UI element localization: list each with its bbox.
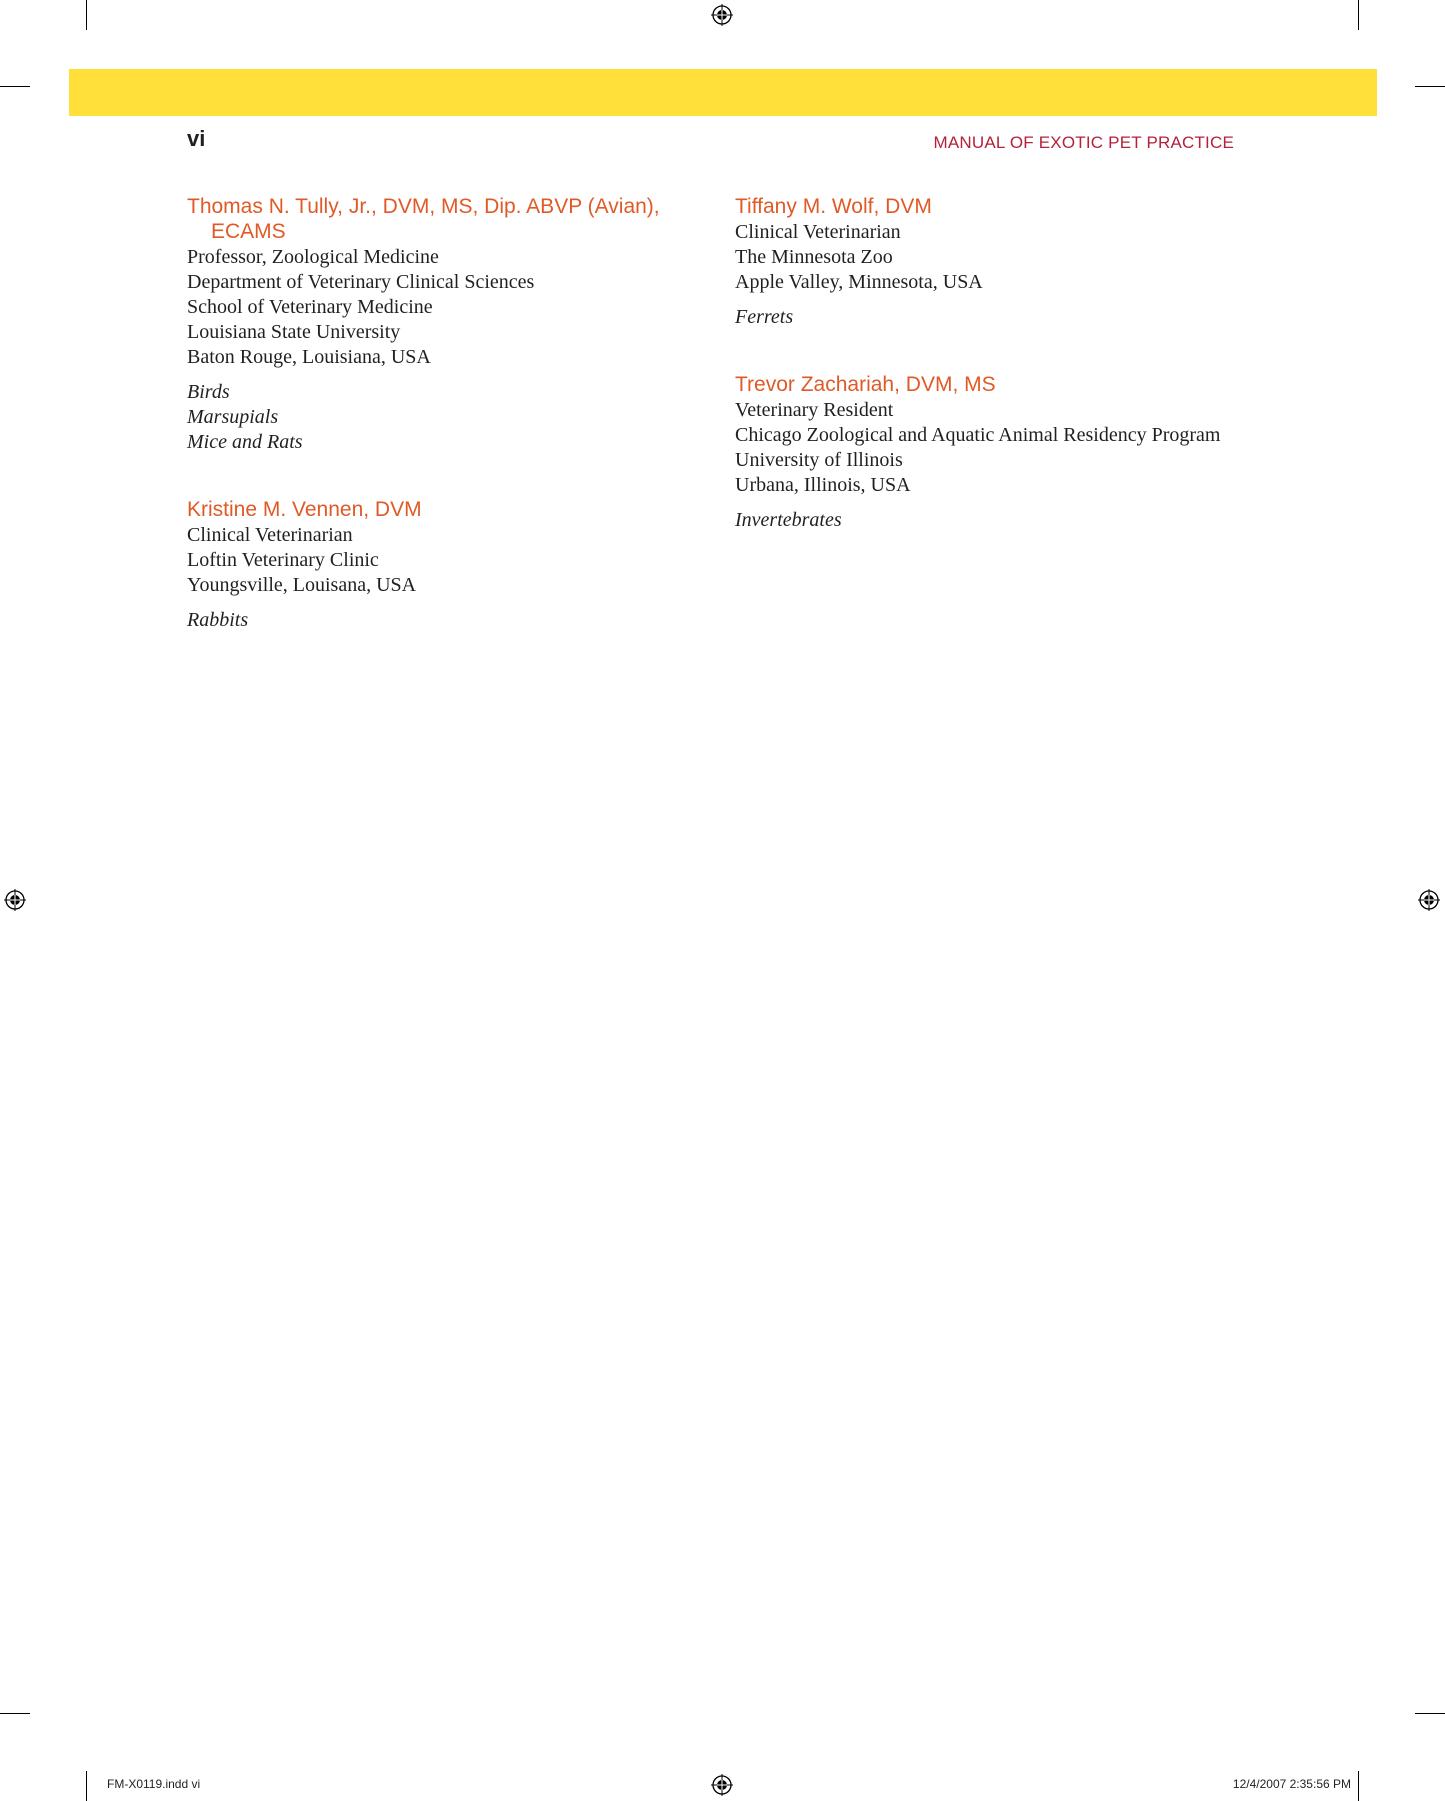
chapter-topics: [187, 608, 707, 633]
chapter-topic: Ferrets: [735, 306, 794, 328]
contributor-name: Trevor Zachariah, DVM, MS: [735, 373, 996, 396]
affiliation-line: Department of Veterinary Clinical Sciences: [187, 271, 535, 293]
affiliation-line: Loftin Veterinary Clinic: [187, 549, 379, 571]
affiliation-line: Urbana, Illinois, USA: [735, 474, 911, 496]
contributors-column-left: [187, 194, 707, 661]
contributor-name: Tiffany M. Wolf, DVM: [735, 195, 932, 218]
chapter-topic: Rabbits: [187, 609, 249, 631]
affiliation-line: Apple Valley, Minnesota, USA: [735, 271, 983, 293]
contributor-entry: [187, 497, 707, 633]
chapter-topics: [735, 508, 1295, 533]
crop-mark: [86, 1771, 87, 1801]
chapter-topic: Mice and Rats: [187, 431, 303, 453]
crop-mark: [0, 1713, 30, 1714]
chapter-topics: [187, 380, 707, 455]
affiliation-line: Chicago Zoological and Aquatic Animal Residency Program: [735, 424, 1221, 446]
crop-mark: [1358, 0, 1359, 30]
affiliation-line: School of Veterinary Medicine: [187, 296, 433, 318]
affiliation-line: Professor, Zoological Medicine: [187, 246, 439, 268]
contributors-column-right: [735, 194, 1295, 561]
affiliation-line: Louisiana State University: [187, 321, 401, 343]
chapter-topic: Invertebrates: [735, 509, 842, 531]
running-head: MANUAL OF EXOTIC PET PRACTICE: [933, 133, 1234, 152]
contributor-name: Kristine M. Vennen, DVM: [187, 498, 422, 521]
crop-mark: [0, 86, 30, 87]
crop-mark: [1415, 86, 1445, 87]
affiliation-line: Clinical Veterinarian: [187, 524, 353, 546]
affiliation-line: Clinical Veterinarian: [735, 221, 901, 243]
registration-mark-icon: [711, 1774, 733, 1796]
crop-mark: [86, 0, 87, 30]
chapter-topics: [735, 305, 1295, 330]
page-number: vi: [187, 126, 206, 151]
crop-mark: [1415, 1713, 1445, 1714]
slug-filename: FM-X0119.indd vi: [107, 1777, 201, 1791]
contributor-entry: [735, 194, 1295, 330]
crop-mark: [1358, 1771, 1359, 1801]
registration-mark-icon: [1418, 889, 1440, 911]
header-color-band: [69, 69, 1377, 116]
contributor-name: Thomas N. Tully, Jr., DVM, MS, Dip. ABVP (Avian), ECAMS: [187, 195, 660, 243]
affiliation-line: University of Illinois: [735, 449, 903, 471]
registration-mark-icon: [711, 4, 733, 26]
contributor-entry: [187, 194, 707, 455]
contributor-entry: [735, 372, 1295, 533]
chapter-topic: Birds: [187, 381, 230, 403]
affiliation-line: Youngsville, Louisana, USA: [187, 574, 417, 596]
slug-timestamp: 12/4/2007 2:35:56 PM: [1232, 1777, 1351, 1791]
affiliation-line: Baton Rouge, Louisiana, USA: [187, 346, 431, 368]
chapter-topic: Marsupials: [187, 406, 279, 428]
registration-mark-icon: [4, 889, 26, 911]
affiliation-line: Veterinary Resident: [735, 399, 894, 421]
affiliation-line: The Minnesota Zoo: [735, 246, 893, 268]
